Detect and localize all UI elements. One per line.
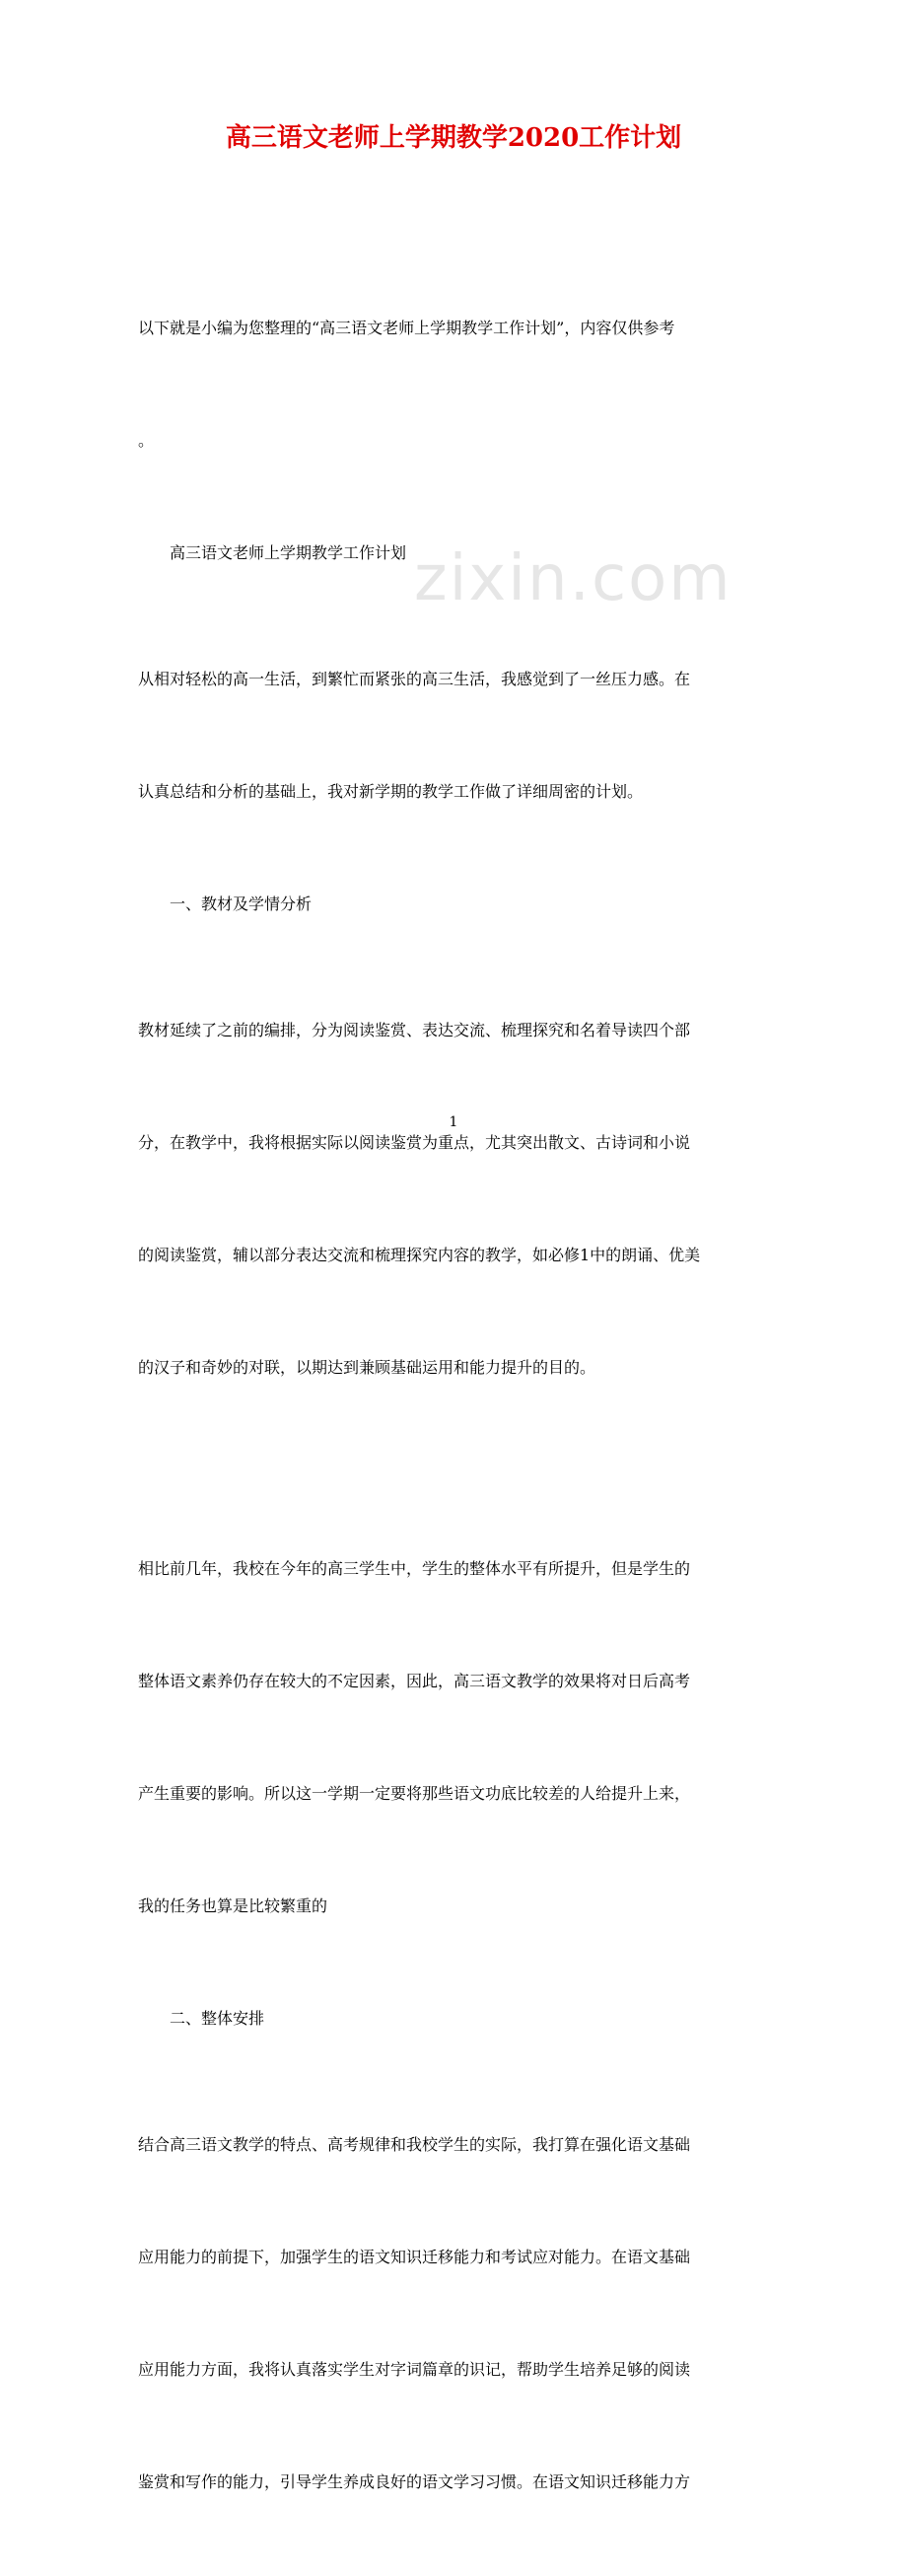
text-line: 相比前几年，我校在今年的高三学生中，学生的整体水平有所提升，但是学生的 [138, 1559, 691, 1578]
page-number: 1 [449, 1114, 458, 1130]
text-line: 教材延续了之前的编排，分为阅读鉴赏、表达交流、梳理探究和名着导读四个部 [138, 1021, 691, 1039]
paragraph-3 [138, 1475, 769, 2000]
text-line: 产生重要的影响。所以这一学期一定要将那些语文功底比较差的人给提升上来， [138, 1784, 691, 1803]
section-heading-2: 二、整体安排 [170, 2009, 265, 2028]
watermark: zixin.com [414, 542, 733, 615]
text-line: 以下就是小编为您整理的“高三语文老师上学期教学工作计划”，内容仅供参考 [138, 319, 675, 337]
document-title: 高三语文老师上学期教学2020工作计划 [225, 123, 682, 153]
intro-paragraph [138, 235, 769, 535]
paragraph-2 [138, 937, 769, 1462]
text-line: 鉴赏和写作的能力，引导学生养成良好的语文学习习惯。在语文知识迁移能力方 [138, 2472, 691, 2491]
text-line: 整体语文素养仍存在较大的不定因素，因此，高三语文教学的效果将对日后高考 [138, 1672, 691, 1690]
text-line: 应用能力的前提下，加强学生的语文知识迁移能力和考试应对能力。在语文基础 [138, 2248, 691, 2266]
text-line: 分，在教学中，我将根据实际以阅读鉴赏为重点，尤其突出散文、古诗词和小说 [138, 1133, 691, 1152]
document-body [138, 235, 769, 2576]
paragraph-4 [138, 2051, 769, 2576]
text-line: 结合高三语文教学的特点、高考规律和我校学生的实际，我打算在强化语文基础 [138, 2135, 691, 2154]
text-line: 从相对轻松的高一生活，到繁忙而紧张的高三生活，我感觉到了一丝压力感。在 [138, 670, 691, 688]
text-line: 我的任务也算是比较繁重的 [138, 1896, 328, 1915]
text-line: 。 [138, 431, 155, 450]
section-heading-1: 一、教材及学情分析 [170, 894, 313, 913]
text-line: 认真总结和分析的基础上，我对新学期的教学工作做了详细周密的计划。 [138, 782, 644, 801]
paragraph-1 [138, 586, 769, 886]
text-line: 应用能力方面，我将认真落实学生对字词篇章的识记，帮助学生培养足够的阅读 [138, 2360, 691, 2379]
text-line: 的汉子和奇妙的对联，以期达到兼顾基础运用和能力提升的目的。 [138, 1358, 596, 1377]
subtitle: 高三语文老师上学期教学工作计划 [170, 543, 407, 562]
text-line: 的阅读鉴赏，辅以部分表达交流和梳理探究内容的教学，如必修1中的朗诵、优美 [138, 1246, 701, 1264]
